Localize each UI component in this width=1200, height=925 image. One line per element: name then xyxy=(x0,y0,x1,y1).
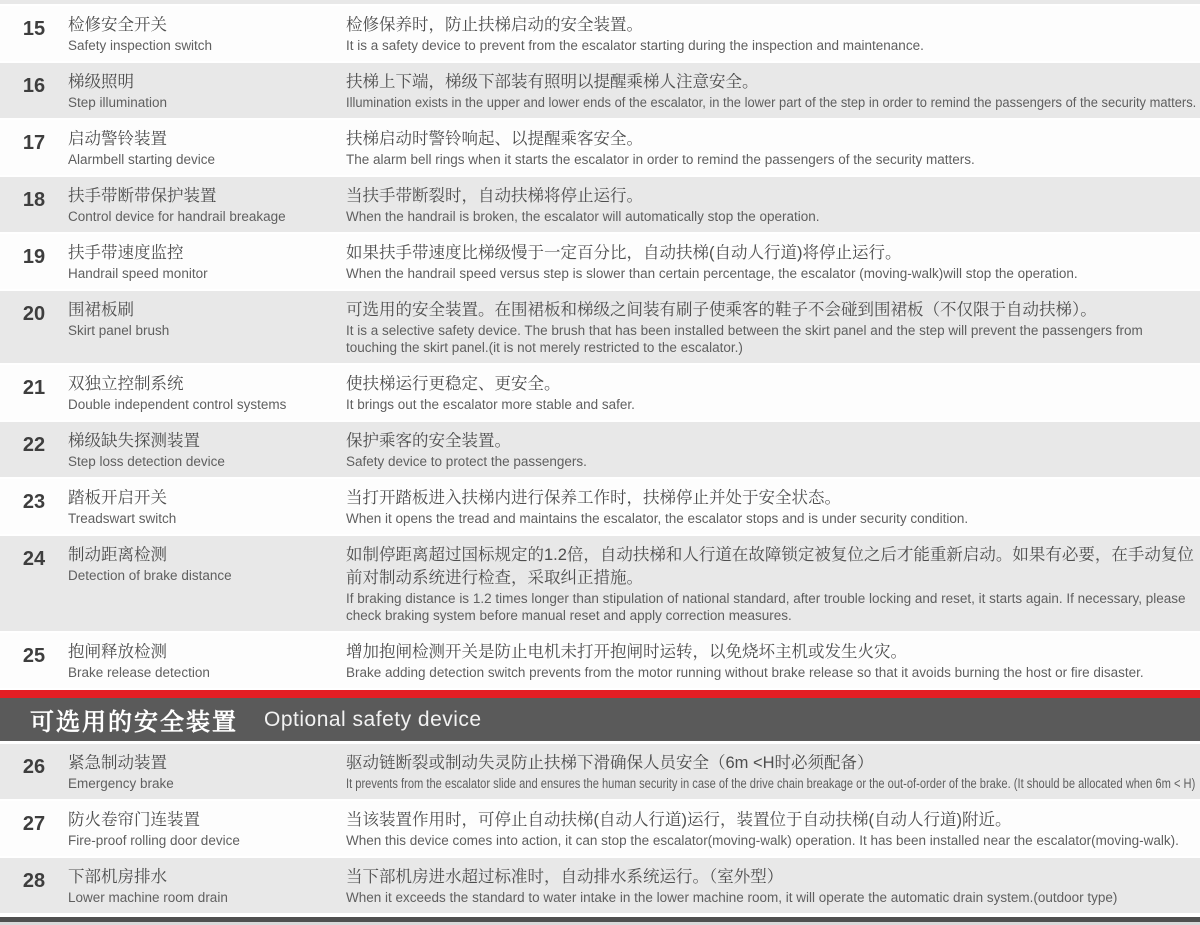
device-name-cn: 下部机房排水 xyxy=(68,868,167,886)
row-number: 24 xyxy=(22,548,46,570)
device-description-cell xyxy=(346,185,1200,225)
device-name-cell xyxy=(68,299,346,356)
row-number: 20 xyxy=(22,303,46,325)
standard-safety-device-rows xyxy=(0,6,1200,690)
device-desc-en: The alarm bell rings when it starts the escalator in order to remind the passengers of the security matters. xyxy=(346,152,975,167)
table-row xyxy=(0,291,1200,365)
device-name-en: Fire-proof rolling door device xyxy=(68,833,240,848)
device-name-cell xyxy=(68,752,346,792)
table-row xyxy=(0,633,1200,690)
device-desc-en: It is a selective safety device. The brush that has been installed between the skirt panel and the step will prevent the passengers from touching the skirt panel.(it is not merely restricted to the escalator.) xyxy=(346,323,1143,355)
device-description-cell xyxy=(346,71,1200,111)
device-desc-cn: 检修保养时，防止扶梯启动的安全装置。 xyxy=(346,16,643,34)
device-name-cn: 启动警铃装置 xyxy=(68,130,167,148)
device-name-en: Lower machine room drain xyxy=(68,890,228,905)
device-name-cell xyxy=(68,373,346,413)
row-number: 26 xyxy=(22,756,46,778)
device-desc-en: When this device comes into action, it can stop the escalator(moving-walk) operation. It has been installed near the escalator(moving-walk). xyxy=(346,833,1179,848)
device-name-cn: 紧急制动装置 xyxy=(68,754,167,772)
row-number: 17 xyxy=(22,132,46,154)
device-desc-en: When the handrail speed versus step is slower than certain percentage, the escalator (moving-walk)will stop the operation. xyxy=(346,266,1078,281)
device-desc-cn: 当下部机房进水超过标准时，自动排水系统运行。（室外型） xyxy=(346,868,784,886)
device-desc-en: Safety device to protect the passengers. xyxy=(346,454,587,469)
device-desc-cn: 扶梯上下端，梯级下部装有照明以提醒乘梯人注意安全。 xyxy=(346,73,759,91)
device-description-cell xyxy=(346,14,1200,54)
table-row xyxy=(0,479,1200,536)
row-number: 28 xyxy=(22,870,46,892)
device-desc-cn: 增加抱闸检测开关是防止电机未打开抱闸时运转，以免烧坏主机或发生火灾。 xyxy=(346,643,907,661)
device-desc-en: If braking distance is 1.2 times longer than stipulation of national standard, after trouble locking and reset, it starts again. If necessary, please check braking system before manual reset and apply correction measures. xyxy=(346,591,1186,623)
device-desc-en: Brake adding detection switch prevents from the motor running without brake release so that it avoids burning the host or fire disaster. xyxy=(346,665,1144,680)
device-desc-cn: 保护乘客的安全装置。 xyxy=(346,432,511,450)
row-number: 19 xyxy=(22,246,46,268)
device-description-cell xyxy=(346,641,1200,681)
device-description-cell xyxy=(346,544,1200,624)
device-name-cell xyxy=(68,866,346,906)
device-name-cn: 扶手带断带保护装置 xyxy=(68,187,217,205)
section-title-en: Optional safety device xyxy=(264,707,482,731)
table-row xyxy=(0,365,1200,422)
device-desc-en: It brings out the escalator more stable and safer. xyxy=(346,397,635,412)
device-description-cell xyxy=(346,866,1200,906)
device-description-cell xyxy=(346,242,1200,282)
device-description-cell xyxy=(346,809,1200,849)
device-name-en: Brake release detection xyxy=(68,665,210,680)
device-name-en: Handrail speed monitor xyxy=(68,266,208,281)
device-name-cell xyxy=(68,641,346,681)
section-title-cn: 可选用的安全装置 xyxy=(30,709,238,736)
device-name-cell xyxy=(68,544,346,624)
device-name-en: Emergency brake xyxy=(68,776,174,791)
device-name-cn: 抱闸释放检测 xyxy=(68,643,167,661)
table-row xyxy=(0,6,1200,63)
row-number: 21 xyxy=(22,377,46,399)
row-number: 23 xyxy=(22,491,46,513)
table-row xyxy=(0,177,1200,234)
red-divider xyxy=(0,690,1200,698)
device-description-cell xyxy=(346,752,1200,792)
row-number: 25 xyxy=(22,645,46,667)
device-desc-cn: 当打开踏板进入扶梯内进行保养工作时，扶梯停止并处于安全状态。 xyxy=(346,489,841,507)
table-row xyxy=(0,234,1200,291)
device-name-cn: 梯级缺失探测装置 xyxy=(68,432,200,450)
device-name-cell xyxy=(68,242,346,282)
table-row xyxy=(0,744,1200,801)
device-desc-en: It is a safety device to prevent from the escalator starting during the inspection and maintenance. xyxy=(346,38,924,53)
device-name-cell xyxy=(68,430,346,470)
device-description-cell xyxy=(346,430,1200,470)
device-desc-cn: 当扶手带断裂时，自动扶梯将停止运行。 xyxy=(346,187,643,205)
bottom-bar xyxy=(0,917,1200,925)
device-name-cn: 双独立控制系统 xyxy=(68,375,184,393)
device-name-en: Step loss detection device xyxy=(68,454,225,469)
row-number: 15 xyxy=(22,18,46,40)
device-desc-en: When the handrail is broken, the escalator will automatically stop the operation. xyxy=(346,209,820,224)
device-name-en: Detection of brake distance xyxy=(68,568,232,583)
device-name-cell xyxy=(68,185,346,225)
device-name-cell xyxy=(68,71,346,111)
device-description-cell xyxy=(346,487,1200,527)
device-name-cell xyxy=(68,809,346,849)
table-row xyxy=(0,422,1200,479)
row-number: 18 xyxy=(22,189,46,211)
device-description-cell xyxy=(346,373,1200,413)
device-name-cell xyxy=(68,128,346,168)
device-name-en: Safety inspection switch xyxy=(68,38,213,53)
device-name-cn: 梯级照明 xyxy=(68,73,134,91)
device-desc-cn: 如制停距离超过国标规定的1.2倍，自动扶梯和人行道在故障锁定被复位之后才能重新启动。如果有必要，在手动复位前对制动系统进行检查，采取纠正措施。 xyxy=(346,546,1194,587)
optional-safety-device-rows xyxy=(0,744,1200,915)
device-name-cell xyxy=(68,487,346,527)
device-name-cn: 防火卷帘门连装置 xyxy=(68,811,200,829)
device-description-cell xyxy=(346,128,1200,168)
device-desc-cn: 驱动链断裂或制动失灵防止扶梯下滑确保人员安全（6m <H时必须配备） xyxy=(346,754,874,772)
device-name-cn: 制动距离检测 xyxy=(68,546,167,564)
row-number: 22 xyxy=(22,434,46,456)
table-row xyxy=(0,536,1200,633)
device-desc-en: Illumination exists in the upper and lower ends of the escalator, in the lower part of the step in order to remind the passengers of the security matters. xyxy=(346,95,1197,110)
device-name-en: Alarmbell starting device xyxy=(68,152,216,167)
device-desc-en: It prevents from the escalator slide and ensures the human security in case of the drive chain breakage or the out-of-order of the brake. (It should be allocated when 6m < H) xyxy=(346,776,1196,791)
table-row xyxy=(0,63,1200,120)
device-desc-cn: 使扶梯运行更稳定、更安全。 xyxy=(346,375,561,393)
device-name-en: Double independent control systems xyxy=(68,397,287,412)
device-name-en: Skirt panel brush xyxy=(68,323,170,338)
device-name-cn: 检修安全开关 xyxy=(68,16,167,34)
table-row xyxy=(0,858,1200,915)
device-name-cn: 扶手带速度监控 xyxy=(68,244,184,262)
device-desc-en: When it opens the tread and maintains the escalator, the escalator stops and is under security condition. xyxy=(346,511,969,526)
table-row xyxy=(0,801,1200,858)
device-description-cell xyxy=(346,299,1200,356)
device-name-en: Step illumination xyxy=(68,95,168,110)
device-name-cn: 围裙板刷 xyxy=(68,301,134,319)
device-name-en: Control device for handrail breakage xyxy=(68,209,286,224)
device-desc-en: When it exceeds the standard to water intake in the lower machine room, it will operate the automatic drain system.(outdoor type) xyxy=(346,890,1118,905)
row-number: 27 xyxy=(22,813,46,835)
device-name-cn: 踏板开启开关 xyxy=(68,489,167,507)
optional-section-header xyxy=(0,698,1200,744)
device-desc-cn: 如果扶手带速度比梯级慢于一定百分比，自动扶梯(自动人行道)将停止运行。 xyxy=(346,244,902,262)
device-desc-cn: 可选用的安全装置。在围裙板和梯级之间装有刷子使乘客的鞋子不会碰到围裙板（不仅限于自动扶梯）。 xyxy=(346,301,1097,319)
device-desc-cn: 当该装置作用时，可停止自动扶梯(自动人行道)运行，装置位于自动扶梯(自动人行道)附近。 xyxy=(346,811,1012,829)
device-name-en: Treadswart switch xyxy=(68,511,177,526)
device-desc-cn: 扶梯启动时警铃响起、以提醒乘客安全。 xyxy=(346,130,643,148)
row-number: 16 xyxy=(22,75,46,97)
table-row xyxy=(0,120,1200,177)
device-name-cell xyxy=(68,14,346,54)
